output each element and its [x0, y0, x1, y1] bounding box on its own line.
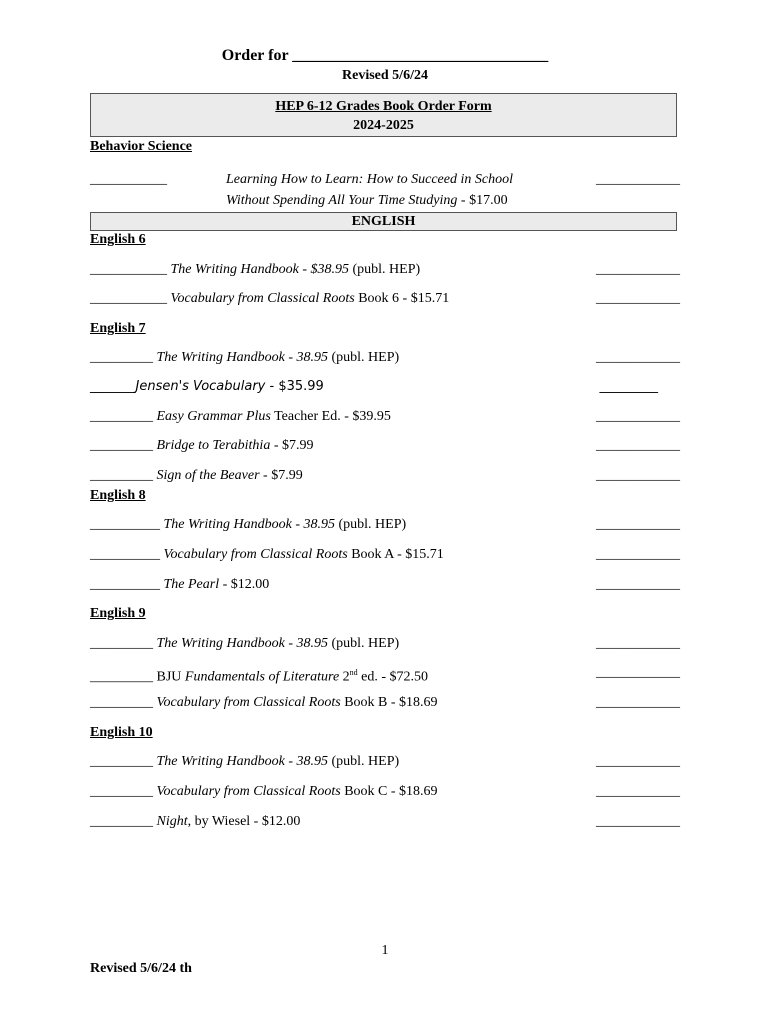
list-item [90, 261, 680, 279]
list-item [90, 783, 680, 801]
list-item [90, 546, 680, 564]
book-title: Vocabulary from Classical Roots [156, 784, 341, 799]
total-blank[interactable]: ____________ [596, 468, 680, 483]
book-details: Teacher Ed. - $39.95 [270, 409, 391, 424]
book-title: Jensen's Vocabulary [135, 379, 266, 394]
title-line-2: Without Spending All Your Time Studying - $17.00 [226, 193, 508, 208]
quantity-blank[interactable]: _________ [90, 814, 157, 829]
quantity-blank[interactable]: _______ [90, 379, 136, 394]
revised-date: Revised 5/6/24 [342, 68, 428, 83]
list-item [90, 664, 680, 685]
list-item [90, 378, 680, 396]
quantity-blank[interactable]: _________ [90, 409, 157, 424]
list-item [90, 753, 680, 771]
total-blank[interactable]: _________ [599, 379, 658, 394]
quantity-blank[interactable]: __________ [90, 577, 164, 592]
quantity-blank[interactable]: _________ [90, 754, 157, 769]
book-title [226, 169, 513, 211]
quantity-blank[interactable]: __________ [90, 517, 164, 532]
section-english-6: English 6 [90, 232, 146, 247]
book-title: Vocabulary from Classical Roots [163, 547, 348, 562]
book-details: 2 [339, 669, 350, 685]
section-english-7: English 7 [90, 321, 146, 336]
book-title: Easy Grammar Plus [156, 409, 271, 424]
section-english-10: English 10 [90, 725, 153, 740]
book-title: The Writing Handbook - $38.95 [170, 262, 349, 277]
form-title: HEP 6-12 Grades Book Order Form [275, 99, 492, 114]
book-title: The Writing Handbook - 38.95 [156, 350, 328, 365]
quantity-blank[interactable]: ___________ [90, 172, 167, 187]
book-details: Book C - $18.69 [340, 784, 438, 799]
book-details: (publ. HEP) [328, 636, 400, 651]
english-banner: ENGLISH [90, 212, 677, 231]
book-title: The Writing Handbook - 38.95 [156, 636, 328, 651]
quantity-blank[interactable]: _________ [90, 784, 157, 799]
book-title: Bridge to Terabithia [156, 438, 271, 453]
book-details: , by Wiesel - $12.00 [187, 814, 301, 829]
book-details: - $7.99 [259, 468, 303, 483]
total-blank[interactable]: ____________ [596, 665, 680, 680]
page-number: 1 [381, 943, 389, 958]
book-details: Book B - $18.69 [340, 695, 438, 710]
quantity-blank[interactable]: _________ [90, 468, 157, 483]
book-details: (publ. HEP) [328, 754, 400, 769]
section-english-8: English 8 [90, 488, 146, 503]
book-title: Night [156, 814, 188, 829]
total-blank[interactable]: ____________ [596, 350, 680, 365]
title-line-1: Learning How to Learn: How to Succeed in School [226, 172, 513, 187]
total-blank[interactable]: ____________ [596, 636, 680, 651]
list-item [90, 290, 680, 308]
list-item [90, 694, 680, 712]
total-blank[interactable]: ____________ [596, 547, 680, 562]
book-details: Book A - $15.71 [347, 547, 444, 562]
book-title: Fundamentals of Literature [184, 669, 340, 685]
quantity-blank[interactable]: _________ BJU [90, 669, 185, 685]
list-item [90, 635, 680, 653]
edition-superscript: nd [349, 668, 358, 677]
book-details: (publ. HEP) [328, 350, 400, 365]
section-english-9: English 9 [90, 606, 146, 621]
section-behavior-science: Behavior Science [90, 139, 193, 154]
quantity-blank[interactable]: _________ [90, 636, 157, 651]
quantity-blank[interactable]: _________ [90, 695, 157, 710]
order-for-line: Order for ________________________________ [221, 47, 549, 64]
list-item [90, 516, 680, 534]
total-blank[interactable]: ____________ [596, 409, 680, 424]
book-details: (publ. HEP) [349, 262, 421, 277]
total-blank[interactable]: ____________ [596, 517, 680, 532]
quantity-blank[interactable]: _________ [90, 350, 157, 365]
book-title: The Writing Handbook - 38.95 [156, 754, 328, 769]
book-details: - $12.00 [219, 577, 270, 592]
quantity-blank[interactable]: ___________ [90, 291, 171, 306]
list-item [90, 576, 680, 594]
book-title: Sign of the Beaver [156, 468, 260, 483]
footer-revised: Revised 5/6/24 th [90, 961, 192, 976]
list-item [90, 813, 680, 831]
quantity-blank[interactable]: ___________ [90, 262, 171, 277]
book-title: The Pearl [163, 577, 220, 592]
list-item [90, 467, 680, 485]
total-blank[interactable]: ____________ [596, 754, 680, 769]
school-year: 2024-2025 [353, 118, 414, 133]
list-item [90, 408, 680, 426]
quantity-blank[interactable]: __________ [90, 547, 164, 562]
book-details-2: ed. - $72.50 [357, 669, 429, 685]
book-details: - $7.99 [270, 438, 314, 453]
book-details: Book 6 - $15.71 [354, 291, 450, 306]
list-item [90, 437, 680, 455]
total-blank[interactable]: ____________ [596, 172, 680, 187]
behavior-science-item [90, 169, 680, 211]
total-blank[interactable]: ____________ [596, 262, 680, 277]
total-blank[interactable]: ____________ [596, 577, 680, 592]
book-title: The Writing Handbook - 38.95 [163, 517, 335, 532]
quantity-blank[interactable]: _________ [90, 438, 157, 453]
book-details: - $35.99 [265, 379, 324, 394]
total-blank[interactable]: ____________ [596, 695, 680, 710]
total-blank[interactable]: ____________ [596, 438, 680, 453]
total-blank[interactable]: ____________ [596, 814, 680, 829]
book-title: Vocabulary from Classical Roots [170, 291, 355, 306]
total-blank[interactable]: ____________ [596, 784, 680, 799]
book-title: Vocabulary from Classical Roots [156, 695, 341, 710]
book-details: (publ. HEP) [335, 517, 407, 532]
form-title-banner [90, 93, 677, 137]
total-blank[interactable]: ____________ [596, 291, 680, 306]
list-item [90, 349, 680, 367]
